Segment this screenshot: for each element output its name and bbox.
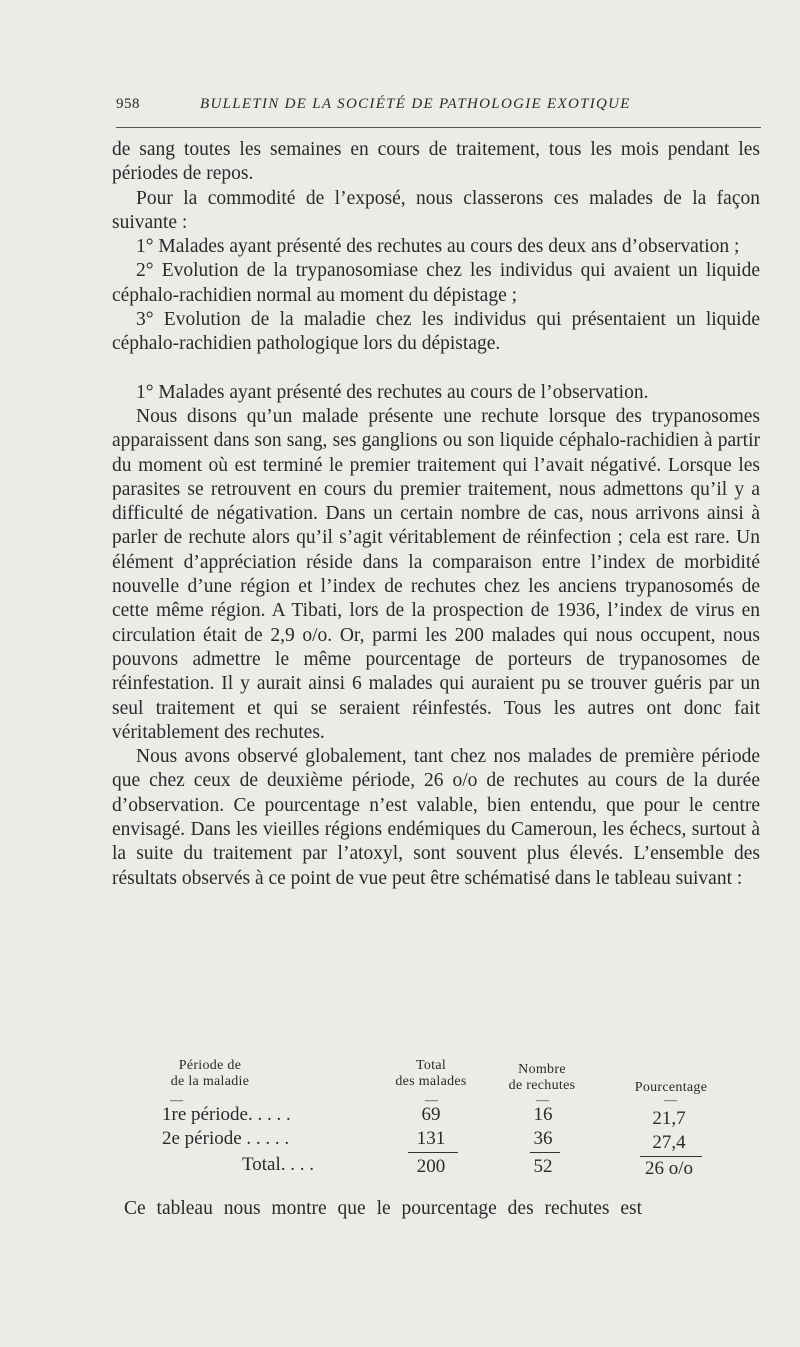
relapse-table — [112, 1058, 760, 1188]
section-heading: 1° Malades ayant présenté des rechutes au cours de l’observation. — [136, 381, 649, 403]
running-header — [116, 96, 758, 120]
page-number: 958 — [116, 96, 140, 112]
total-percent: 26 o/o — [644, 1158, 694, 1179]
paragraph: Nous avons observé globalement, tant chez nos malades de première période que chez ceux de deuxième période, 26 o/o de rechutes au cours de la durée d’observation. Ce pourcentage n’est valable, bien entendu, que pour le centre envisagé. Dans les vieilles régions endémiques du Cameroun, les échecs, surtout à la suite du traitement par l’atoxyl, sont souvent plus élevés. L’ensemble des résultats observés à ce point de vue peut être schématisé dans le tableau suivant : — [112, 746, 760, 889]
header-rule — [116, 127, 761, 128]
row-percent: 21,7 — [652, 1108, 686, 1129]
row-relapses: 16 — [533, 1104, 553, 1125]
journal-title: BULLETIN DE LA SOCIÉTÉ DE PATHOLOGIE EXOTIQUE — [200, 96, 631, 112]
sum-rule — [530, 1152, 560, 1153]
sum-rule — [408, 1152, 458, 1153]
paragraph: de sang toutes les semaines en cours de traitement, tous les mois pendant les périodes de repos. — [112, 139, 760, 185]
row-period: 1re période. . . . . — [162, 1104, 291, 1125]
closing-line: Ce tableau nous montre que le pourcentage des rechutes est — [124, 1198, 643, 1219]
column-header-total — [378, 1058, 484, 1090]
row-period: 2e période . . . . . — [162, 1128, 290, 1149]
sum-rule — [640, 1156, 702, 1157]
list-item: 3° Evolution de la maladie chez les individus qui présentaient un liquide céphalo-rachidien pathologique lors du dépistage. — [112, 309, 760, 355]
header-line: Nombre — [518, 1062, 566, 1077]
row-relapses: 36 — [533, 1128, 553, 1149]
total-relapses: 52 — [533, 1156, 553, 1177]
list-item: 2° Evolution de la trypanosomiase chez les individus qui avaient un liquide céphalo-rachidien normal au moment du dépistage ; — [112, 260, 760, 306]
header-line: de la maladie — [170, 1074, 250, 1089]
row-total: 131 — [416, 1128, 446, 1149]
column-header-period — [150, 1058, 270, 1090]
header-line: Total — [415, 1058, 447, 1073]
total-label: Total. . . . — [242, 1154, 315, 1175]
header-dash: — — [536, 1092, 549, 1107]
header-dash: — — [425, 1092, 438, 1107]
header-line: Période de — [178, 1058, 242, 1073]
header-line: des malades — [395, 1074, 467, 1089]
header-line: de rechutes — [508, 1078, 576, 1093]
column-header-percent: Pourcentage — [634, 1080, 708, 1095]
row-percent: 27,4 — [652, 1132, 686, 1153]
body-text — [112, 138, 760, 891]
row-total: 69 — [421, 1104, 441, 1125]
column-header-relapses — [492, 1062, 592, 1094]
paragraph: Nous disons qu’un malade présente une rechute lorsque des trypanosomes apparaissent dans son sang, ses ganglions ou son liquide céphalo-rachidien à partir du moment où est terminé le premier traitement qui l’avait négativé. Lorsque les parasites se retrouvent en cours du premier traitement, nous admettons qu’il y a difficulté de négativation. Dans un certain nombre de cas, nous arrivons ainsi à parler de rechute alors qu’il s’agit véritablement de réinfection ; cela est rare. Un élément d’appréciation réside dans la comparaison entre l’index de morbidité nouvelle d’une région et l’index de rechutes chez les anciens trypanosomés de cette même région. A Tibati, lors de la prospection de 1936, l’index de virus en circulation était de 2,9 o/o. Or, parmi les 200 malades qui nous occupent, nous pouvons admettre le même pourcentage de porteurs de trypanosomes de réinfestation. Il y aurait ainsi 6 malades qui auraient pu se trouver guéris par un seul traitement et qui se seraient réinfestés. Tous les autres ont donc fait véritablement des rechutes. — [112, 405, 760, 743]
paragraph: Pour la commodité de l’exposé, nous classerons ces malades de la façon suivante : — [112, 187, 760, 233]
list-item: 1° Malades ayant présenté des rechutes au cours des deux ans d’observation ; — [136, 236, 740, 258]
header-dash: — — [170, 1092, 183, 1107]
header-dash: — — [664, 1092, 677, 1107]
total-value: 200 — [416, 1156, 446, 1177]
